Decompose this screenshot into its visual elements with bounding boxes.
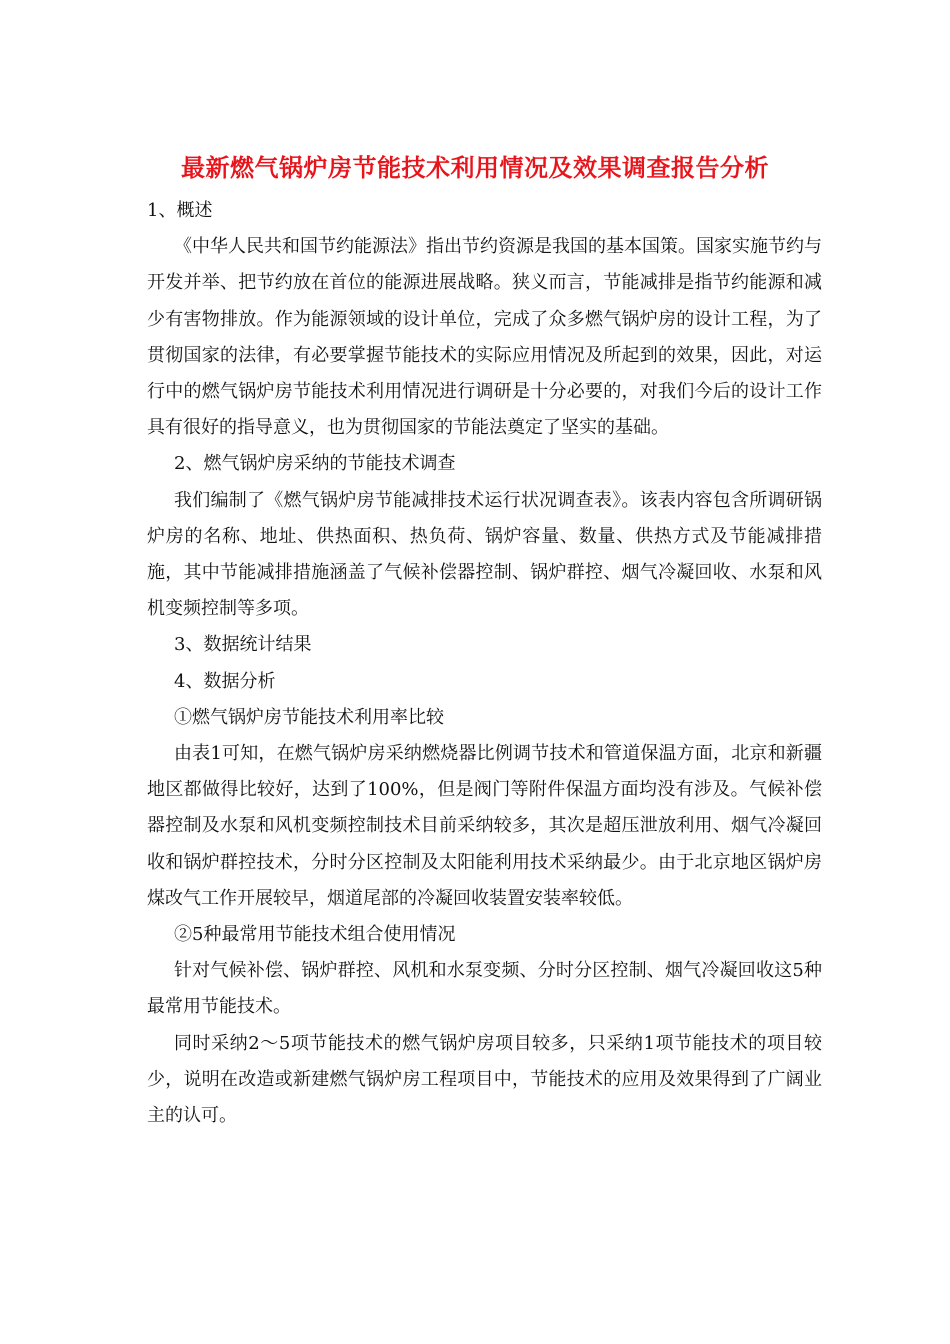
section-heading-overview: 1、概述 [147, 200, 213, 221]
paragraph-combination-1: 针对气候补偿、锅炉群控、风机和水泵变频、分时分区控制、烟气冷凝回收这5种最常用节能技术。 [147, 960, 822, 1018]
subsection-heading-utilization: ①燃气锅炉房节能技术利用率比较 [174, 706, 444, 728]
subsection-heading-combination: ②5种最常用节能技术组合使用情况 [174, 924, 456, 946]
paragraph-combination-2: 同时采纳2～5项节能技术的燃气锅炉房项目较多，只采纳1项节能技术的项目较少，说明在改造或新建燃气锅炉房工程项目中，节能技术的应用及效果得到了广阔业主的认可。 [147, 1032, 822, 1127]
section-heading-statistics: 3、数据统计结果 [174, 634, 312, 656]
section-heading-analysis: 4、数据分析 [174, 670, 276, 692]
section-heading-survey: 2、燃气锅炉房采纳的节能技术调查 [174, 453, 456, 475]
document-body [147, 193, 822, 1134]
paragraph-overview: 《中华人民共和国节约能源法》指出节约资源是我国的基本国策。国家实施节约与开发并举、把节约放在首位的能源进展战略。狭义而言，节能减排是指节约能源和减少有害物排放。作为能源领域的设计单位，完成了众多燃气锅炉房的设计工程，为了贯彻国家的法律，有必要掌握节能技术的实际应用情况及所起到的效果，因此，对运行中的燃气锅炉房节能技术利用情况进行调研是十分必要的，对我们今后的设计工作具有很好的指导意义，也为贯彻国家的节能法奠定了坚实的基础。 [147, 236, 822, 439]
paragraph-survey: 我们编制了《燃气锅炉房节能减排技术运行状况调查表》。该表内容包含所调研锅炉房的名称、地址、供热面积、热负荷、锅炉容量、数量、供热方式及节能减排措施，其中节能减排措施涵盖了气候补偿器控制、锅炉群控、烟气冷凝回收、水泵和风机变频控制等多项。 [147, 489, 822, 620]
paragraph-utilization: 由表1可知，在燃气锅炉房采纳燃烧器比例调节技术和管道保温方面，北京和新疆地区都做得比较好，达到了100%，但是阀门等附件保温方面均没有涉及。气候补偿器控制及水泵和风机变频控制技术目前采纳较多，其次是超压泄放利用、烟气冷凝回收和锅炉群控技术，分时分区控制及太阳能利用技术采纳最少。由于北京地区锅炉房煤改气工作开展较早，烟道尾部的冷凝回收装置安装率较低。 [147, 743, 822, 909]
document-title: 最新燃气锅炉房节能技术利用情况及效果调查报告分析 [181, 153, 769, 182]
